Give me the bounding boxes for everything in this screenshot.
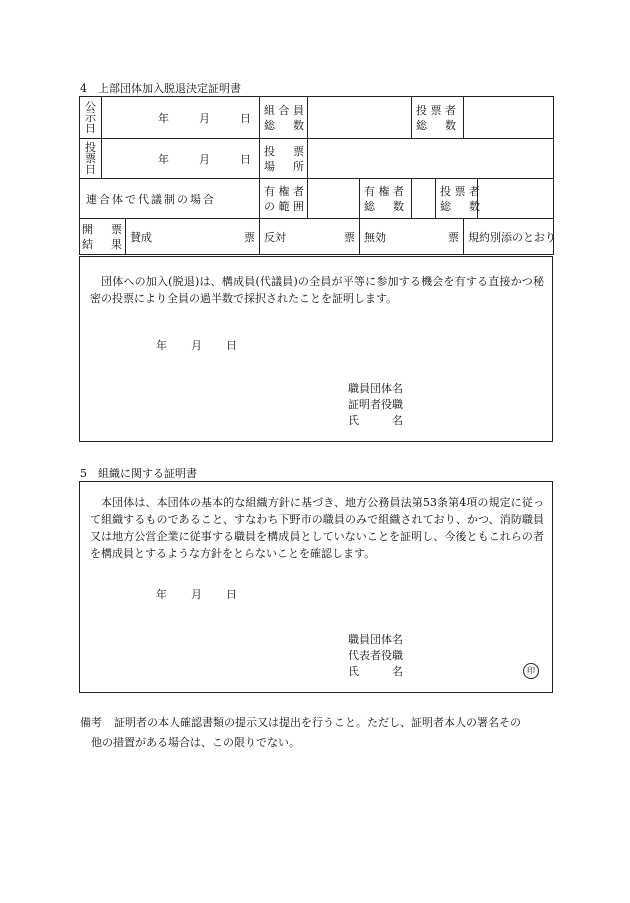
representative-name-label: 氏 名 — [348, 665, 403, 678]
decision-date: 年 月 日 — [156, 339, 237, 352]
members-total-field[interactable] — [308, 97, 412, 139]
votes-for-field[interactable]: 賛成 票 — [126, 219, 260, 255]
eligible-total-label: 有 権 者 総 数 — [360, 179, 412, 219]
remarks-text-line1: 証明者の本人確認書類の提示又は提出を行うこと。ただし、証明者本人の署名その — [114, 716, 521, 729]
count-result-label: 開 票 結 果 — [80, 219, 126, 255]
delegate-voters-field[interactable] — [478, 179, 554, 219]
decision-statement: 団体への加入(脱退)は、構成員(代議員)の全員が平等に参加する機会を有する直接かつ秘密の投票により全員の過半数で採択されたことを証明します。 — [90, 275, 544, 305]
remarks — [80, 713, 521, 753]
attached-rules-note: 規約別添のとおり — [464, 219, 554, 255]
eligible-scope-field[interactable] — [308, 179, 360, 219]
voters-total-field[interactable] — [464, 97, 554, 139]
org-name-label: 職員団体名 — [348, 633, 403, 646]
members-total-label: 組 合 員 総 数 — [260, 97, 308, 139]
organization-certification-box — [79, 481, 553, 693]
certifier-title-label: 証明者役職 — [348, 398, 403, 411]
certifier-name-label: 氏 名 — [348, 414, 403, 427]
remarks-label: 備考 — [80, 716, 102, 729]
vote-date-label: 投 票 日 — [80, 139, 102, 179]
vote-place-field[interactable] — [308, 139, 554, 179]
section5-title: 5 組織に関する証明書 — [80, 467, 197, 480]
eligible-scope-label: 有 権 者 の 範 囲 — [260, 179, 308, 219]
remarks-text-line2: 他の措置がある場合は、この限りでない。 — [91, 736, 300, 749]
votes-against-field[interactable]: 反対 票 — [260, 219, 360, 255]
section4-title: 4 上部団体加入脱退決定証明書 — [80, 82, 241, 95]
org-name-label: 職員団体名 — [348, 382, 403, 395]
decision-table — [79, 96, 557, 255]
voters-total-label: 投 票 者 総 数 — [412, 97, 464, 139]
notice-date-label: 公 示 日 — [80, 97, 102, 139]
organization-date: 年 月 日 — [156, 588, 237, 601]
vote-date-field[interactable]: 年 月 日 — [102, 139, 260, 179]
representative-title-label: 代表者役職 — [348, 649, 403, 662]
organization-signature-block — [348, 632, 403, 680]
eligible-total-field[interactable] — [412, 179, 436, 219]
notice-date-field[interactable]: 年 月 日 — [102, 97, 260, 139]
delegate-system-label: 連合体で代議制の場合 — [80, 179, 260, 219]
organization-statement: 本団体は、本団体の基本的な組織方針に基づき、地方公務員法第53条第4項の規定に従って組織するものであること、すなわち下野市の職員のみで組織されており、かつ、消防職員又は地方公営企業に従事する職員を構成員としていないことを証明し、今後ともこれらの者を構成員とするような方針をとらないことを確認します。 — [90, 496, 544, 560]
vote-place-label: 投 票 場 所 — [260, 139, 308, 179]
delegate-voters-label: 投 票 者 総 数 — [436, 179, 478, 219]
seal-icon: 印 — [523, 663, 539, 679]
votes-invalid-field[interactable]: 無効 票 — [360, 219, 464, 255]
decision-certification-box — [79, 256, 553, 442]
decision-signature-block — [348, 381, 403, 429]
